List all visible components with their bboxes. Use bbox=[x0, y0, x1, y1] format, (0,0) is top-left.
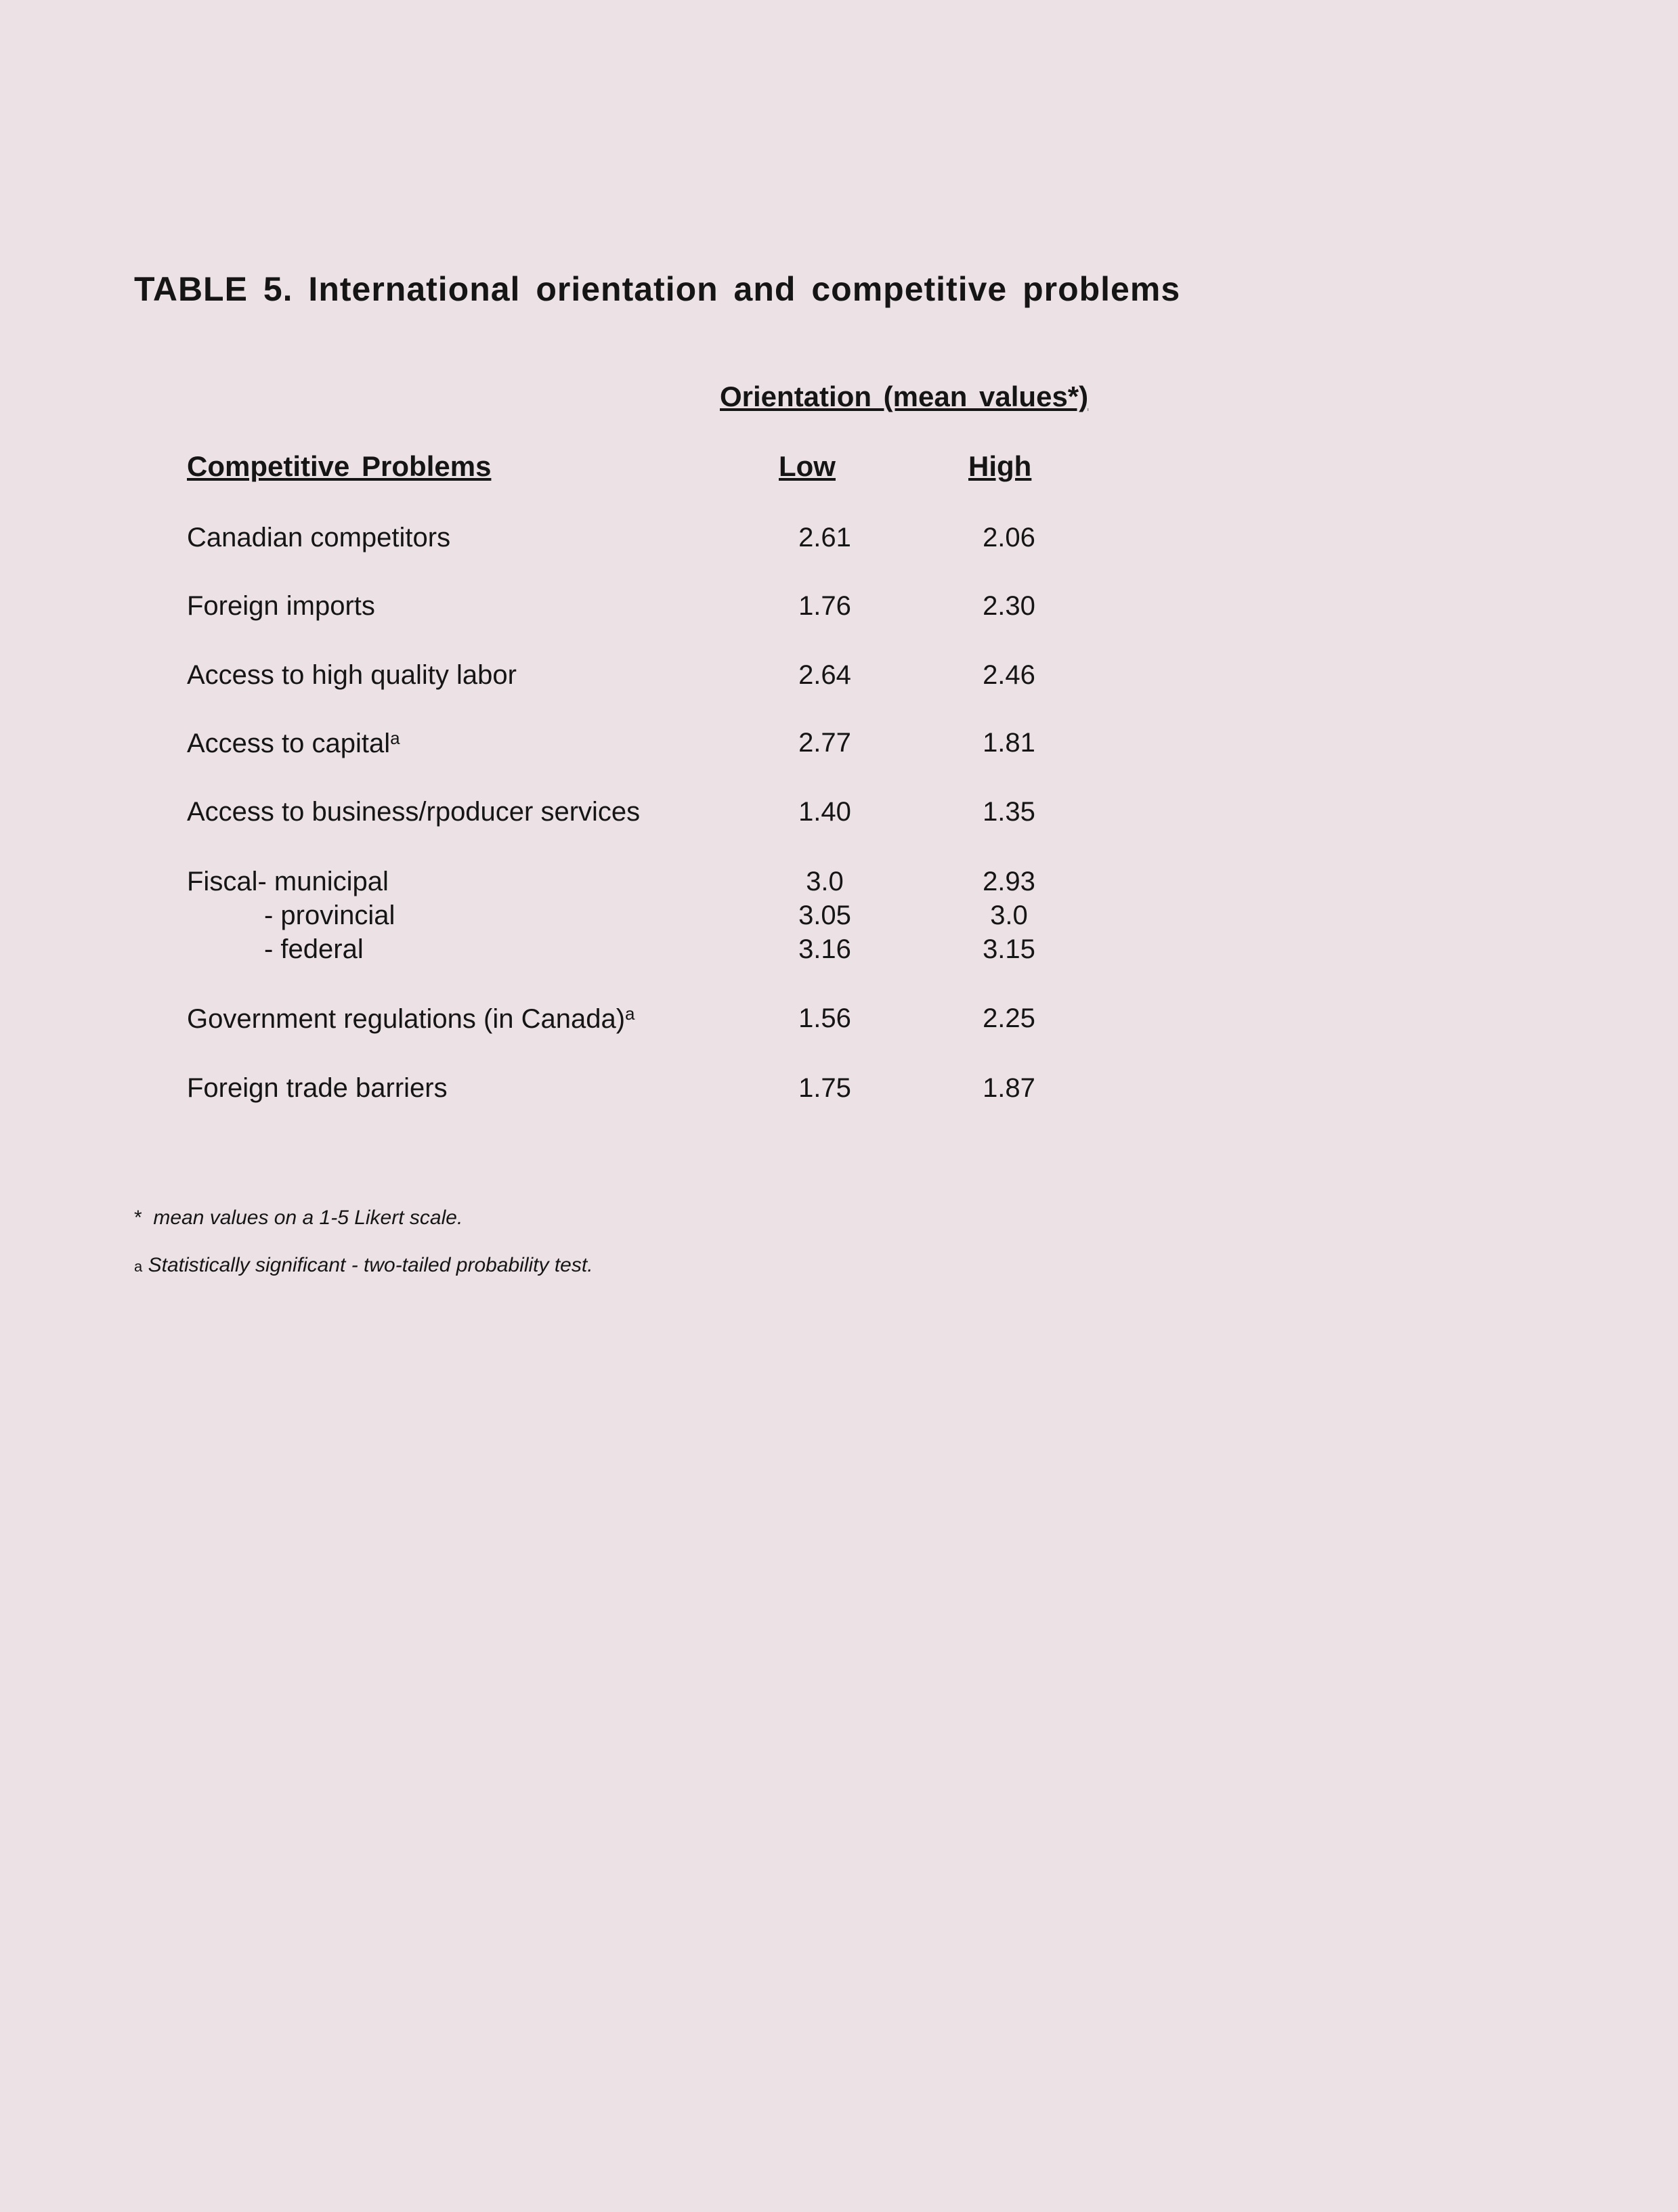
table-title: TABLE 5. International orientation and competitive problems bbox=[134, 270, 1181, 308]
cell-low: 3.0 bbox=[806, 867, 844, 896]
cell-high: 1.81 bbox=[983, 728, 1035, 758]
footnote-marker: a bbox=[625, 1003, 635, 1024]
footnote-asterisk: * bbox=[134, 1207, 142, 1229]
cell-low: 3.05 bbox=[798, 901, 851, 930]
row-label-high-quality-labor: Access to high quality labor bbox=[187, 660, 517, 690]
footnote-a-marker: a bbox=[134, 1258, 143, 1275]
cell-high: 2.46 bbox=[983, 660, 1035, 690]
cell-high: 2.93 bbox=[983, 867, 1035, 896]
footnote-text: mean values on a 1-5 Likert scale. bbox=[153, 1207, 463, 1229]
column-header-low: Low bbox=[779, 450, 836, 482]
footnote-significance bbox=[134, 1254, 593, 1277]
column-header-competitive-problems: Competitive Problems bbox=[187, 450, 492, 482]
footnote-text: Statistically significant - two-tailed probability test. bbox=[148, 1254, 593, 1276]
cell-low: 1.75 bbox=[798, 1073, 851, 1103]
row-label-business-services: Access to business/rpoducer services bbox=[187, 797, 641, 827]
orientation-header: Orientation (mean values*) bbox=[720, 381, 1089, 412]
footnote-mean-values bbox=[134, 1207, 462, 1230]
cell-high: 1.87 bbox=[983, 1073, 1035, 1103]
cell-low: 1.40 bbox=[798, 797, 851, 827]
cell-high: 2.06 bbox=[983, 523, 1035, 552]
row-label-government-regulations: Government regulations (in Canada)$^a$ bbox=[187, 1003, 635, 1034]
cell-low: 3.16 bbox=[798, 934, 851, 964]
cell-high: 2.30 bbox=[983, 591, 1035, 621]
cell-high: 2.25 bbox=[983, 1003, 1035, 1033]
row-label-canadian-competitors: Canadian competitors bbox=[187, 523, 451, 552]
cell-high: 1.35 bbox=[983, 797, 1035, 827]
cell-low: 2.64 bbox=[798, 660, 851, 690]
cell-low: 1.76 bbox=[798, 591, 851, 621]
footnote-marker: a bbox=[390, 728, 400, 748]
row-label-foreign-imports: Foreign imports bbox=[187, 591, 375, 621]
cell-high: 3.0 bbox=[990, 901, 1028, 930]
cell-low: 1.56 bbox=[798, 1003, 851, 1033]
cell-low: 2.77 bbox=[798, 728, 851, 758]
column-header-high: High bbox=[968, 450, 1032, 482]
cell-high: 3.15 bbox=[983, 934, 1035, 964]
row-label-fiscal-provincial: - provincial bbox=[264, 901, 395, 930]
row-label-foreign-trade-barriers: Foreign trade barriers bbox=[187, 1073, 448, 1103]
row-label-fiscal-municipal: Fiscal- municipal bbox=[187, 867, 389, 896]
row-label-access-to-capital: Access to capital$^a$ bbox=[187, 728, 400, 758]
row-label-fiscal-federal: - federal bbox=[264, 934, 364, 964]
cell-low: 2.61 bbox=[798, 523, 851, 552]
